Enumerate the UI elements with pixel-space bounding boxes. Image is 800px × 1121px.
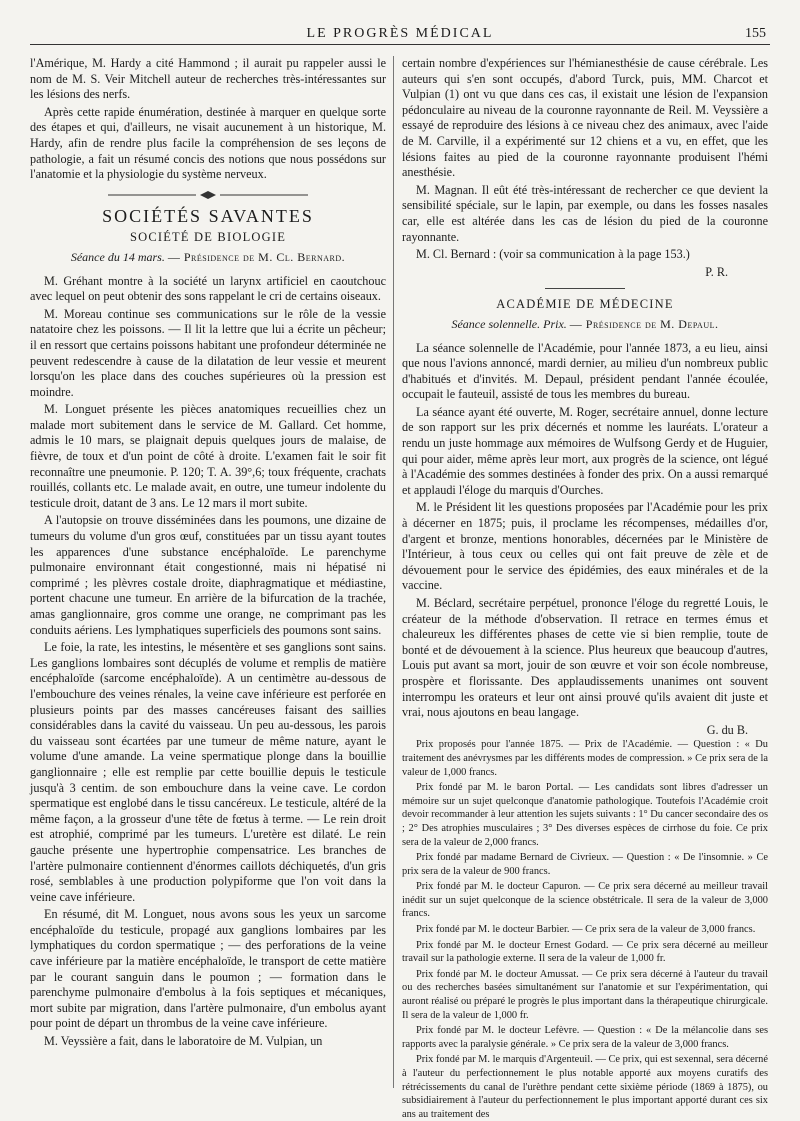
prize-paragraph: Prix fondé par M. le marquis d'Argenteuil. — Ce prix, qui est sexennal, sera décerné à l'auteur du perfectionnement le plus notable apporté aux moyens curatifs des rétrécissements du canal de l'urèthre pendant cette sixième période (1869 à 1875), ou subsidiairement à l'auteur du perfectionnement le plus important apporté durant ces six ans au traitement des xyxy=(402,1054,768,1120)
signature: P. R. xyxy=(705,264,728,279)
prize-paragraph: Prix fondé par M. le docteur Barbier. — Ce prix sera de la valeur de 3,000 francs. xyxy=(416,924,756,936)
prize-paragraph: Prix fondé par M. le docteur Ernest Godard. — Ce prix sera décerné au meilleur travail sur la pathologie externe. Il sera de la valeur de 1,000 fr. xyxy=(402,939,768,965)
society-title: SOCIÉTÉ DE BIOLOGIE xyxy=(129,230,287,245)
academy-title: ACADÉMIE DE MÉDECINE xyxy=(496,297,674,312)
running-head xyxy=(30,22,770,45)
session-label: Séance du 14 mars. xyxy=(70,249,165,264)
short-rule-divider xyxy=(545,288,625,289)
body-paragraph: M. Cl. Bernard : (voir sa communication à la page 153.) xyxy=(416,247,690,262)
academy-session-heading xyxy=(402,317,768,333)
body-paragraph: M. Magnan. Il eût été très-intéressant de rechercher ce que devient la sensibilité spéciale, sur le lapin, par exemple, ou dans les fosses nasales car, elle est altérée dans les cas de lésion du pied de la couronne rayonnante. xyxy=(402,182,768,244)
intro-paragraph: l'Amérique, M. Hardy a cité Hammond ; il aurait pu rappeler aussi le nom de M. S. Veir Mitchell auteur de recherches très-intéressantes sur les lésions des nerfs. xyxy=(30,56,386,102)
prize-paragraph: Prix fondé par M. le docteur Capuron. — Ce prix sera décerné au meilleur travail inédit sur un sujet quelconque de la science obstétricale. Il sera de la valeur de 3,000 francs. xyxy=(402,881,768,920)
body-paragraph: La séance ayant été ouverte, M. Roger, secrétaire annuel, donne lecture de son rapport sur les prix décernés et nomme les lauréats. L'orateur a rendu un juste hommage aux mémoires de Wulfsong Gerdy et de Huguier, qui pour aider, même après leur mort, aux progrès de la science, ont légué à l'Académie des sommes destinées à fonder des prix. On a aussi remarqué et applaudi l'éloge du marquis d'Ourches. xyxy=(402,404,768,497)
intro-paragraph: Après cette rapide énumération, destinée à marquer en quelque sorte des étapes et qui, d'ailleurs, ne visait aucunement à un historique, M. Hardy, afin de rendre plus facile la compréhension de ses leçons de pathologie, a fait un résumé concis des notions que nous possédons sur l'anatomie et la physiologie du système nerveux. xyxy=(30,104,386,182)
ornament-divider xyxy=(30,191,386,201)
body-paragraph: Le foie, la rate, les intestins, le mésentère et ses ganglions sont sains. Les ganglions lombaires sont décuplés de volume et remplis de matière encéphaloïde (sarcome encéphaloïde). A un centimètre au-dessous de l'embouchure des veines rénales, la veine cave inférieure est perforée en plusieurs points par des masses cancéreuses faisant des saillies considérables dans la cavité du vaisseau. Un peu au-dessous, les parois du vaisseau sont écartées par une tumeur de même nature, ayant le volume d'une amande. La veine spermatique plonge dans la bouillie ganglionnaire ; elle est remplie par cette bouillie depuis le testicule jusqu'à 3 centim. de son embouchure dans la veine cave. Le cordon spermatique est englobé dans le tissu cancéreux. Le testicule, altéré de la même façon, a la grosseur d'une tête de fœtus à terme. — Le rein droit est atrophié, comprimé par les tumeurs. L'uretère est dilaté. Le rein gauche présente une hypertrophie compensatrice. Les branches de l'artère pulmonaire contiennent d'énormes caillots déchiquetés, d'un gris rosé, semblables à une production polypiforme que l'on voit dans la veine cave inférieure. xyxy=(30,640,386,904)
left-column xyxy=(30,56,386,1088)
body-paragraph: La séance solennelle de l'Académie, pour l'année 1873, a eu lieu, ainsi que nous l'avions annoncé, mardi dernier, au milieu d'un nombreux public d'habitués et d'invités. M. Depaul, président pendant l'année écoulée, occupait le fauteuil, assisté de tous les membres du bureau. xyxy=(402,340,768,402)
session-presidency: — Présidence de M. Cl. Bernard. xyxy=(167,249,346,264)
body-paragraph: M. le Président lit les questions proposées par l'Académie pour les prix à décerner en 1875; puis, il proclame les récompenses, médailles d'or, d'argent et bronze, mentions honorables, décernées par le Ministère de l'Intérieur, à tous ceux ou celles qui ont fait preuve de zèle et de dévouement pour le service des épidémies, des eaux minérales et de la vaccine. xyxy=(402,500,768,593)
page-number: 155 xyxy=(745,26,766,41)
prize-paragraph: Prix fondé par madame Bernard de Civrieux. — Question : « De l'insomnie. » Ce prix sera de la valeur de 900 francs. xyxy=(402,852,768,877)
signature: G. du B. xyxy=(706,722,748,737)
journal-title: LE PROGRÈS MÉDICAL xyxy=(306,26,494,41)
academy-session-label: Séance solennelle. Prix. xyxy=(451,316,567,331)
body-paragraph: M. Veyssière a fait, dans le laboratoire de M. Vulpian, un xyxy=(44,1034,323,1049)
body-paragraph: M. Gréhant montre à la société un larynx artificiel en caoutchouc avec lequel on peut obtenir des sons rappelant le cri de certains oiseaux. xyxy=(30,273,386,304)
column-divider xyxy=(393,56,394,1088)
body-paragraph: En résumé, dit M. Longuet, nous avons sous les yeux un sarcome encéphaloïde du testicule, propagé aux ganglions lombaires par les lymphatiques du cordon spermatique ; — des perforations de la veine cave inférieure par la matière encéphaloïde, le transport de cette matière par le courant sanguin dans le poumon ; — formation dans le parenchyme pulmonaire d'embolus à la fois septiques et mécaniques, mort subite par migration, dans l'artère pulmonaire, d'un embolus ayant pour point de départ un thrombus de la veine cave inférieure. xyxy=(30,907,386,1031)
prize-paragraph: Prix fondé par M. le baron Portal. — Les candidats sont libres d'adresser un mémoire sur un sujet quelconque d'anatomie pathologique. Toutefois l'Académie croit devoir recommander à leur attention les sujets suivants : 1° Du cancer secondaire des os ; 2° Des atrophies musculaires ; 3° Des diverses espèces de cirrhose du foie. Ce prix sera de la valeur de 2,000 francs. xyxy=(402,782,768,848)
body-paragraph: M. Moreau continue ses communications sur le rôle de la vessie natatoire chez les poissons. — Il lit la lettre que lui a écrite un pêcheur; il en ressort que certains poissons habitant une profondeur déterminée ne peuvent redescendre à cause de la dilatation de leur vessie et meurent lorsqu'on les place dans des couches supérieures où la pression est moindre. xyxy=(30,306,386,399)
academy-presidency: — Présidence de M. Depaul. xyxy=(569,316,719,331)
body-paragraph: certain nombre d'expériences sur l'hémianesthésie de cause cérébrale. Les auteurs qui s'en sont occupés, d'abord Turck, puis, MM. Charcot et Vulpian (1) ont vu que dans ces cas, il existait une lésion de l'expansion pédonculaire au niveau de la couronne rayonnante de Reil. M. Veyssière a essayé de reproduire des lésions à ce niveau chez des animaux, avec l'aide de M. Carville, il a expérimenté sur 12 chiens et a vu, en effet, que les lésions faites au pied de la couronne rayonnante produisent l'hémi anesthésie. xyxy=(402,56,768,180)
prize-paragraph: Prix proposés pour l'année 1875. — Prix de l'Académie. — Question : « Du traitement des anévrysmes par les différents modes de compression. » Ce prix sera de la valeur de 1,000 francs. xyxy=(402,739,768,778)
prize-paragraph: Prix fondé par M. le docteur Lefèvre. — Question : « De la mélancolie dans ses rapports avec la paralysie générale. » Ce prix sera de la valeur de 3,000 francs. xyxy=(402,1025,768,1050)
body-paragraph: A l'autopsie on trouve disséminées dans les poumons, une dizaine de tumeurs du volume d'un gros œuf, constituées par un tissu ayant toutes les apparences d'une substance encéphaloïde. Le parenchyme pulmonaire environnant était congestionné, mais ni hépatisé ni comprimé ; les plèvres costale droite, diaphragmatique et médiastine, portent chacune une tumeur. En arrière de la bifurcation de la trachée, amas ganglionnaire, gros comme une orange, ne comprimant pas les conduits aériens. Les lymphatiques superficiels des poumons sont sains. xyxy=(30,513,386,637)
body-paragraph: M. Béclard, secrétaire perpétuel, prononce l'éloge du regretté Louis, le créateur de la méthode d'observation. Il retrace en termes émus et chaleureux les différentes phases de cette vie si bien remplie, toute de bonté et de dévouement à la science. Plus heureux que beaucoup d'autres, Louis put avant sa mort, jouir de son œuvre et voir son école nombreuse, prospère et florissante. Des applaudissements unanimes ont souvent interrompu les orateurs et leur ont ainsi prouvé qu'ils avaient dit juste et vrai, nous ajoutons en beau langage. xyxy=(402,596,768,720)
body-paragraph: M. Longuet présente les pièces anatomiques recueillies chez un malade mort subitement dans le service de M. Gallard. Cet homme, admis le 10 mars, se plaignait depuis quelques jours de malaise, de fièvre, de toux et d'un point de côté à droite. L'examen fait le soir fit reconnaître une pneumonie. P. 120; T. A. 39°,6; toux fréquente, crachats rouillés, collants etc. Le malade avait, en outre, une tumeur indolente du testicule droit, datant de 3 ans. Le 12 mars il mort subite. xyxy=(30,402,386,510)
section-title: SOCIÉTÉS SAVANTES xyxy=(102,205,314,226)
right-column xyxy=(402,56,768,1120)
session-heading xyxy=(30,250,386,266)
prize-paragraph: Prix fondé par M. le docteur Amussat. — Ce prix sera décerné à l'auteur du travail ou des recherches basées simultanément sur l'anatomie et sur l'expérimentation, qui auront réalisé ou préparé le progrès le plus important dans la thérapeutique chirurgicale. Il sera de la valeur de 1,000 fr. xyxy=(402,968,768,1021)
